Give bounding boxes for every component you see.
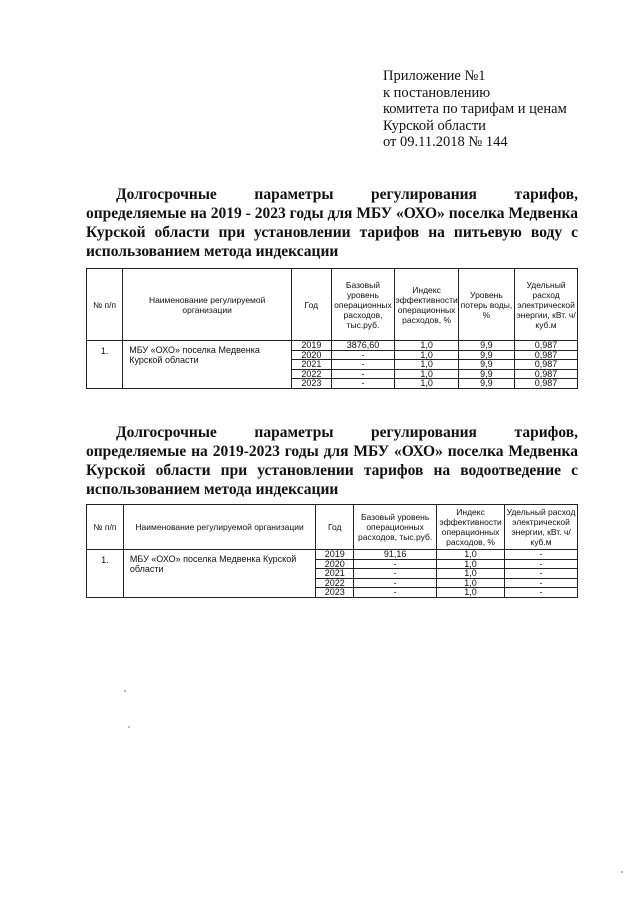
- year-cell: 2022: [292, 369, 331, 379]
- col-header: Базовый уровень операционных расходов, тыс.руб.: [331, 269, 395, 341]
- year-cell: 2021: [292, 360, 331, 370]
- appendix-line: комитета по тарифам и ценам: [383, 101, 567, 117]
- appendix-header: [383, 68, 567, 151]
- col-header: Индекс эффективности операционных расходов, %: [437, 505, 505, 550]
- year-cell: 2020: [316, 559, 354, 569]
- year-cell: 2022: [316, 578, 354, 588]
- table-water-params: [86, 268, 578, 389]
- col-header: Индекс эффективности операционных расходов, %: [395, 269, 458, 341]
- col-header: Год: [316, 505, 354, 550]
- appendix-line: от 09.11.2018 № 144: [383, 134, 508, 150]
- energy-cell: -: [505, 569, 578, 579]
- base-cost-cell: -: [331, 360, 395, 370]
- year-cell: 2023: [316, 588, 354, 598]
- base-cost-cell: 3876,60: [331, 341, 395, 351]
- energy-cell: 0,987: [515, 379, 578, 389]
- base-cost-cell: -: [331, 379, 395, 389]
- year-cell: 2020: [292, 350, 331, 360]
- appendix-line: Курской области: [383, 117, 486, 134]
- year-cell: 2023: [292, 379, 331, 389]
- scan-speck: [128, 726, 130, 728]
- water-loss-cell: 9,9: [458, 350, 514, 360]
- efficiency-index-cell: 1,0: [437, 569, 505, 579]
- table-header-row: [87, 505, 578, 550]
- year-cell: 2019: [316, 550, 354, 560]
- col-header: Наименование регулируемой организации: [123, 269, 292, 341]
- year-cell: 2019: [292, 341, 331, 351]
- efficiency-index-cell: 1,0: [437, 588, 505, 598]
- water-loss-cell: 9,9: [458, 369, 514, 379]
- base-cost-cell: -: [354, 578, 437, 588]
- heading-line: Долгосрочные параметры регулирования тарифов,: [116, 186, 578, 203]
- scan-speck: [124, 690, 126, 692]
- base-cost-cell: -: [331, 369, 395, 379]
- heading-text: определяемые на 2019-2023 годы для МБУ «ОХО» поселка Медвенка Курской области при установлении тарифов на водоотведение с использованием метода индексации: [86, 443, 578, 498]
- energy-cell: 0,987: [515, 360, 578, 370]
- efficiency-index-cell: 1,0: [395, 341, 458, 351]
- water-loss-cell: 9,9: [458, 341, 514, 351]
- energy-cell: -: [505, 550, 578, 560]
- efficiency-index-cell: 1,0: [437, 578, 505, 588]
- efficiency-index-cell: 1,0: [395, 350, 458, 360]
- efficiency-index-cell: 1,0: [395, 379, 458, 389]
- row-number: 1.: [87, 550, 124, 598]
- org-name: МБУ «ОХО» поселка Медвенка Курской области: [123, 550, 315, 598]
- base-cost-cell: -: [354, 588, 437, 598]
- org-name: МБУ «ОХО» поселка Медвенка Курской области: [123, 341, 292, 389]
- base-cost-cell: -: [354, 559, 437, 569]
- heading-text: определяемые на 2019 - 2023 годы для МБУ «ОХО» поселка Медвенка Курской области при установлении тарифов на питьевую воду с использованием метода индексации: [86, 205, 578, 260]
- col-header: Год: [292, 269, 331, 341]
- col-header: Удельный расход электрической энергии, кВт. ч/куб.м: [505, 505, 578, 550]
- table-header-row: [87, 269, 578, 341]
- energy-cell: 0,987: [515, 341, 578, 351]
- energy-cell: 0,987: [515, 350, 578, 360]
- efficiency-index-cell: 1,0: [395, 360, 458, 370]
- scan-speck: [621, 871, 623, 873]
- table-row: [87, 550, 578, 560]
- section-heading-water: [86, 185, 578, 261]
- heading-line: Долгосрочные параметры регулирования тарифов,: [116, 424, 578, 441]
- col-header: Уровень потерь воды, %: [458, 269, 514, 341]
- water-loss-cell: 9,9: [458, 379, 514, 389]
- water-loss-cell: 9,9: [458, 360, 514, 370]
- col-header: № п/п: [87, 269, 123, 341]
- table-wastewater-params: [86, 504, 578, 598]
- efficiency-index-cell: 1,0: [437, 550, 505, 560]
- base-cost-cell: -: [354, 569, 437, 579]
- appendix-line: к постановлению: [383, 84, 491, 101]
- appendix-line: Приложение №1: [383, 68, 486, 84]
- base-cost-cell: -: [331, 350, 395, 360]
- col-header: Базовый уровень операционных расходов, тыс.руб.: [354, 505, 437, 550]
- energy-cell: -: [505, 588, 578, 598]
- energy-cell: -: [505, 578, 578, 588]
- col-header: Наименование регулируемой организации: [123, 505, 315, 550]
- col-header: № п/п: [87, 505, 124, 550]
- efficiency-index-cell: 1,0: [395, 369, 458, 379]
- base-cost-cell: 91,16: [354, 550, 437, 560]
- year-cell: 2021: [316, 569, 354, 579]
- energy-cell: 0,987: [515, 369, 578, 379]
- section-heading-wastewater: [86, 423, 578, 499]
- energy-cell: -: [505, 559, 578, 569]
- row-number: 1.: [87, 341, 123, 389]
- table-row: [87, 341, 578, 351]
- col-header: Удельный расход электрической энергии, кВт. ч/куб.м: [515, 269, 578, 341]
- efficiency-index-cell: 1,0: [437, 559, 505, 569]
